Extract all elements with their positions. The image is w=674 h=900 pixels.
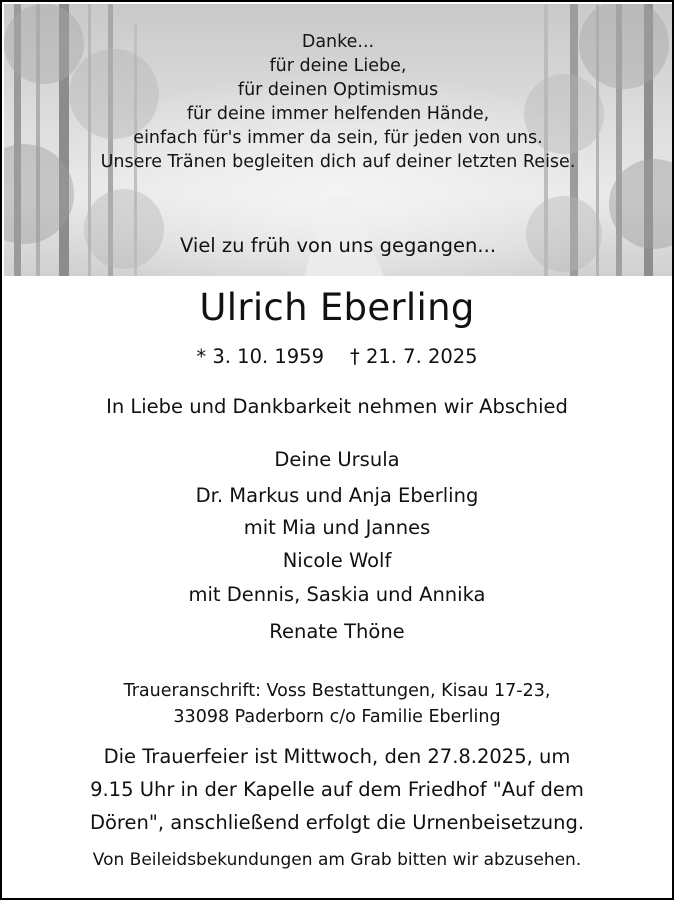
closing-note: Von Beileidsbekundungen am Grab bitten wir abzusehen. — [92, 850, 582, 870]
poem-line: für deinen Optimismus — [237, 80, 439, 100]
ceremony-details — [2, 740, 672, 839]
death-date: † 21. 7. 2025 — [350, 345, 478, 368]
ceremony-line: Die Trauerfeier ist Mittwoch, den 27.8.2025, um — [103, 745, 571, 768]
mourner-line: mit Mia und Jannes — [243, 516, 431, 539]
farewell-intro: In Liebe und Dankbarkeit nehmen wir Abschied — [106, 395, 568, 418]
mourner-line: Dr. Markus und Anja Eberling — [195, 484, 479, 507]
ceremony-line: 9.15 Uhr in der Kapelle auf dem Friedhof "Auf dem — [90, 778, 584, 801]
address-line: Traueranschrift: Voss Bestattungen, Kisau 17-23, — [123, 681, 551, 701]
poem-line: Danke... — [301, 32, 375, 52]
poem-line: einfach für's immer da sein, für jeden von uns. — [133, 128, 543, 148]
forest-background-image — [4, 4, 672, 276]
mourning-address — [2, 678, 672, 730]
poem-line: für deine immer helfenden Hände, — [186, 104, 490, 124]
mourner-line: Deine Ursula — [274, 448, 400, 471]
birth-date: * 3. 10. 1959 — [196, 345, 324, 368]
ceremony-line: Dören", anschließend erfolgt die Urnenbeisetzung. — [89, 811, 585, 834]
address-line: 33098 Paderborn c/o Familie Eberling — [173, 707, 501, 727]
poem-line: Unsere Tränen begleiten dich auf deiner letzten Reise. — [100, 152, 576, 172]
mourner-line: Renate Thöne — [269, 620, 405, 643]
poem-line: für deine Liebe, — [269, 56, 407, 76]
life-dates — [2, 344, 672, 370]
farewell-line: Viel zu früh von uns gegangen... — [179, 234, 497, 257]
mourner-line: Nicole Wolf — [282, 549, 392, 572]
poem — [4, 30, 672, 174]
mourner-line: mit Dennis, Saskia und Annika — [188, 583, 486, 606]
deceased-name: Ulrich Eberling — [199, 286, 475, 329]
